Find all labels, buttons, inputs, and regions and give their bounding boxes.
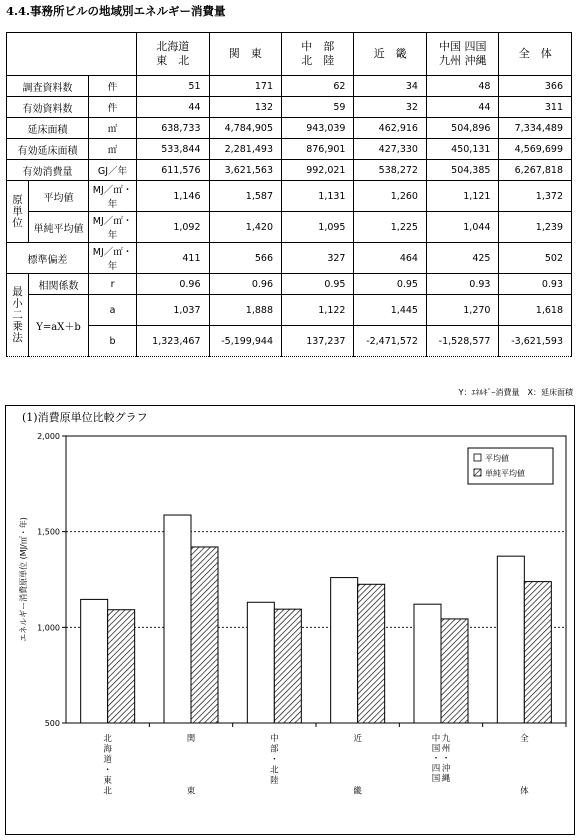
table-cell: 1,146 [137, 181, 209, 212]
table-cell: 876,901 [282, 139, 354, 160]
table-cell: 34 [354, 76, 426, 97]
bar-average [414, 604, 441, 723]
row-unit: MJ／㎡・年 [89, 243, 137, 274]
row-unit: b [89, 326, 137, 357]
row-unit: MJ／㎡・年 [89, 181, 137, 212]
x-tick-label-char: 体 [520, 786, 529, 797]
legend-label: 平均値 [485, 454, 509, 463]
column-header [354, 33, 426, 76]
bar-average [331, 578, 358, 723]
table-cell: 502 [499, 243, 572, 274]
table-row [7, 295, 572, 326]
bar-simple-average [274, 609, 301, 723]
table-cell: 1,260 [354, 181, 426, 212]
table-row [7, 76, 572, 97]
table-cell: 44 [426, 97, 498, 118]
table-cell: 0.93 [499, 274, 572, 295]
table-row [7, 118, 572, 139]
row-label: 有効延床面積 [7, 139, 89, 160]
table-cell: 1,420 [209, 212, 281, 243]
column-header [282, 33, 354, 76]
table-cell: 48 [426, 76, 498, 97]
column-header-line1: 中国 四国 [438, 40, 487, 53]
table-cell: 1,372 [499, 181, 572, 212]
x-tick-label-char: 全 [520, 734, 529, 744]
legend-swatch [474, 469, 481, 476]
table-row [7, 212, 572, 243]
row-label: 調査資料数 [7, 76, 89, 97]
x-tick-label-char: 国 [431, 744, 441, 754]
x-tick-label-char: 陸 [270, 776, 279, 786]
header-blank [7, 33, 137, 76]
bar-simple-average [441, 619, 468, 723]
column-header-line2: 九州 沖縄 [438, 54, 487, 67]
table-cell: 311 [499, 97, 572, 118]
table-cell: -3,621,593 [499, 326, 572, 357]
x-tick-label-char: 九 [441, 734, 451, 744]
table-cell: 943,039 [282, 118, 354, 139]
table-cell: 450,131 [426, 139, 498, 160]
x-tick-label-char: 四 [431, 764, 441, 774]
row-unit: ㎡ [89, 118, 137, 139]
table-cell: 4,784,905 [209, 118, 281, 139]
table-cell: 132 [209, 97, 281, 118]
legend-swatch [474, 454, 481, 461]
table-cell: 2,281,493 [209, 139, 281, 160]
table-cell: 171 [209, 76, 281, 97]
bar-average [247, 602, 274, 723]
group-label-text: 原単位 [11, 194, 23, 229]
table-cell: 1,888 [209, 295, 281, 326]
x-tick-label-char: 東 [103, 776, 112, 786]
bar-chart [6, 406, 576, 836]
table-cell: 1,587 [209, 181, 281, 212]
column-header-line1: 近 畿 [373, 47, 407, 60]
column-header-line1: 北海道 [156, 40, 190, 53]
row-unit: MJ／㎡・年 [89, 212, 137, 243]
table-cell: 1,618 [499, 295, 572, 326]
y-tick-label: 500 [44, 719, 60, 728]
table-cell: 464 [354, 243, 426, 274]
table-cell: -5,199,944 [209, 326, 281, 357]
table-row [7, 274, 572, 295]
bar-simple-average [524, 582, 551, 723]
table-cell: 6,267,818 [499, 160, 572, 181]
table-cell: 992,021 [282, 160, 354, 181]
table-row [7, 139, 572, 160]
table-cell: 32 [354, 97, 426, 118]
footnote: Y：ｴﾈﾙｷﾞｰ消費量 X：延床面積 [458, 388, 573, 397]
column-header-line2: 東 北 [156, 54, 190, 67]
table-cell: 1,225 [354, 212, 426, 243]
table-cell: 366 [499, 76, 572, 97]
table-cell: 425 [426, 243, 498, 274]
x-tick-label-char: 中 [270, 734, 279, 744]
column-header-line1: 中 部 [301, 40, 335, 53]
row-unit: ㎡ [89, 139, 137, 160]
column-header [209, 33, 281, 76]
x-tick-label-char: ・ [270, 755, 279, 765]
table-row [7, 326, 572, 357]
table-cell: 0.95 [354, 274, 426, 295]
chart-title: (1)消費原単位比較グラフ [22, 411, 148, 424]
y-axis-label: エネルギー消費原単位 (MJ/㎡・年) [19, 517, 28, 642]
energy-table [6, 32, 572, 357]
table-cell: 504,385 [426, 160, 498, 181]
x-tick-label-char: 北 [103, 734, 112, 744]
row-label: 単純平均値 [29, 212, 89, 243]
table-cell: 137,237 [282, 326, 354, 357]
table-cell: 62 [282, 76, 354, 97]
table-cell: 0.95 [282, 274, 354, 295]
x-tick-label-char: 部 [270, 744, 279, 755]
column-header-line2: 北 陸 [301, 54, 335, 67]
row-label: 有効消費量 [7, 160, 89, 181]
x-tick-label-char: ・ [103, 765, 112, 776]
table-cell: -2,471,572 [354, 326, 426, 357]
column-header-line1: 関 東 [228, 47, 262, 60]
page-title: 4.4.事務所ビルの地域別エネルギー消費量 [6, 4, 226, 18]
x-tick-label-char: 道 [103, 755, 112, 765]
x-tick-label-char: 州 [441, 744, 451, 754]
table-cell: 59 [282, 97, 354, 118]
table-cell: 1,044 [426, 212, 498, 243]
x-tick-label-char: 海 [103, 744, 112, 755]
table-cell: 427,330 [354, 139, 426, 160]
table-cell: 0.93 [426, 274, 498, 295]
table-cell: 1,270 [426, 295, 498, 326]
bar-simple-average [108, 610, 135, 723]
table-row [7, 243, 572, 274]
group-label-text: 最小二乗法 [11, 286, 23, 344]
bar-average [497, 556, 524, 723]
table-cell: 504,896 [426, 118, 498, 139]
y-tick-label: 2,000 [37, 432, 60, 441]
column-header-line1: 全 体 [518, 47, 552, 60]
x-tick-label-char: 北 [270, 765, 279, 776]
row-unit: 件 [89, 97, 137, 118]
group-label [7, 181, 29, 243]
x-tick-label-char: 近 [353, 734, 362, 744]
table-cell: 538,272 [354, 160, 426, 181]
table-row [7, 160, 572, 181]
x-tick-label-char: 関 [186, 734, 196, 744]
table-cell: 7,334,489 [499, 118, 572, 139]
column-header [499, 33, 572, 76]
row-unit: GJ／年 [89, 160, 137, 181]
table-cell: 51 [137, 76, 209, 97]
table-cell: 44 [137, 97, 209, 118]
table-cell: 1,239 [499, 212, 572, 243]
table-row [7, 181, 572, 212]
table-cell: -1,528,577 [426, 326, 498, 357]
x-tick-label-char: ・ [431, 754, 441, 764]
table-cell: 1,131 [282, 181, 354, 212]
column-header [426, 33, 498, 76]
row-label: 平均値 [29, 181, 89, 212]
table-cell: 411 [137, 243, 209, 274]
table-cell: 4,569,699 [499, 139, 572, 160]
table-row [7, 97, 572, 118]
row-label: 相関係数 [29, 274, 89, 295]
y-tick-label: 1,000 [37, 623, 60, 633]
table-cell: 1,323,467 [137, 326, 209, 357]
table-cell: 1,095 [282, 212, 354, 243]
table-cell: 3,621,563 [209, 160, 281, 181]
table-cell: 1,445 [354, 295, 426, 326]
table-cell: 611,576 [137, 160, 209, 181]
chart-container [5, 405, 575, 835]
legend-box [468, 448, 553, 484]
y-tick-label: 1,500 [37, 527, 60, 537]
row-unit: a [89, 295, 137, 326]
group-label [7, 274, 29, 357]
bar-average [164, 515, 191, 723]
x-tick-label-char: 中 [431, 734, 441, 744]
table-cell: 638,733 [137, 118, 209, 139]
bar-simple-average [191, 547, 218, 723]
x-tick-label-char: 縄 [441, 774, 451, 784]
legend-label: 単純平均値 [485, 469, 525, 478]
table-cell: 1,037 [137, 295, 209, 326]
table-header-row [7, 33, 572, 76]
table-cell: 1,092 [137, 212, 209, 243]
table-cell: 462,916 [354, 118, 426, 139]
table-cell: 1,122 [282, 295, 354, 326]
table-cell: 327 [282, 243, 354, 274]
bar-simple-average [358, 584, 385, 723]
bar-average [81, 599, 108, 723]
row-unit: r [89, 274, 137, 295]
table-cell: 533,844 [137, 139, 209, 160]
table-cell: 1,121 [426, 181, 498, 212]
x-tick-label-char: 東 [186, 786, 196, 797]
x-tick-label-char: 国 [431, 774, 441, 784]
formula-label: Y=aX＋b [29, 295, 89, 357]
table-cell: 566 [209, 243, 281, 274]
table-cell: 0.96 [209, 274, 281, 295]
x-tick-label-char: 沖 [441, 764, 451, 774]
table-cell: 0.96 [137, 274, 209, 295]
row-label: 延床面積 [7, 118, 89, 139]
x-tick-label-char: 北 [103, 786, 112, 797]
row-label: 標準偏差 [7, 243, 89, 274]
x-tick-label-char: ・ [441, 754, 451, 764]
x-tick-label-char: 畿 [353, 786, 362, 797]
column-header [137, 33, 209, 76]
row-label: 有効資料数 [7, 97, 89, 118]
row-unit: 件 [89, 76, 137, 97]
